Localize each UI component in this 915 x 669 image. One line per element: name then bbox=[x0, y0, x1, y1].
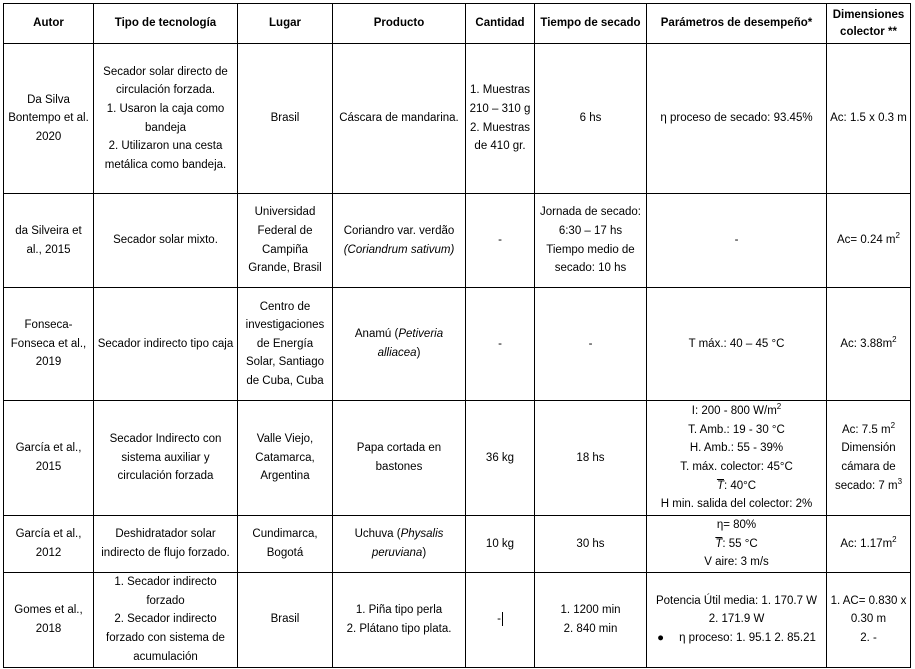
cell-dimensiones bbox=[827, 516, 911, 573]
cell-tiempo: 30 hs bbox=[535, 516, 647, 573]
cell-autor: Gomes et al., 2018 bbox=[4, 572, 94, 667]
dim-text: Ac: 1.17m bbox=[840, 537, 893, 550]
cell-dimensiones: Ac: 1.5 x 0.3 m bbox=[827, 44, 911, 194]
cell-tiempo bbox=[535, 572, 647, 667]
cell-autor: García et al., 2015 bbox=[4, 401, 94, 516]
cantidad-dash: - bbox=[497, 613, 501, 626]
cell-tipo bbox=[94, 572, 238, 667]
param-irradiance bbox=[650, 402, 823, 421]
cell-producto bbox=[333, 572, 466, 667]
cell-tipo: Secador indirecto tipo caja bbox=[94, 288, 238, 401]
cell-producto bbox=[333, 194, 466, 288]
cell-parametros bbox=[647, 516, 827, 573]
header-parametros: Parámetros de desempeño* bbox=[647, 4, 827, 44]
dim-text: Ac: 3.88m bbox=[840, 337, 893, 350]
dim-ac bbox=[830, 421, 907, 440]
cell-line: Secador solar directo de circulación forzada. bbox=[103, 65, 228, 97]
param-proceso bbox=[650, 629, 823, 648]
drying-technologies-table bbox=[3, 3, 911, 668]
param-irradiance-text: I: 200 - 800 W/m bbox=[691, 405, 777, 418]
cell-tiempo: 6 hs bbox=[535, 44, 647, 194]
producto-text: Coriandro var. verdão bbox=[343, 224, 455, 237]
cell-lugar: Brasil bbox=[238, 44, 333, 194]
param-line: T. máx. colector: 45°C bbox=[680, 461, 793, 473]
dim-camara-sup: 3 bbox=[897, 476, 903, 486]
cell-cantidad bbox=[466, 44, 535, 194]
mean-temp-value: : 40°C bbox=[723, 479, 757, 492]
param-mean-temp bbox=[650, 535, 823, 554]
cell-dimensiones bbox=[827, 401, 911, 516]
header-cantidad: Cantidad bbox=[466, 4, 535, 44]
cell-autor: Da Silva Bontempo et al. 2020 bbox=[4, 44, 94, 194]
cell-producto bbox=[333, 288, 466, 401]
cell-cantidad: 10 kg bbox=[466, 516, 535, 573]
header-dimensiones: Dimensiones colector ** bbox=[827, 4, 911, 44]
cell-autor: Fonseca-Fonseca et al., 2019 bbox=[4, 288, 94, 401]
bullet-icon: ● bbox=[657, 632, 665, 645]
header-lugar: Lugar bbox=[238, 4, 333, 44]
cell-line: 1. Muestras 210 – 310 g bbox=[469, 84, 531, 115]
cell-producto bbox=[333, 516, 466, 573]
cell-cantidad: 36 kg bbox=[466, 401, 535, 516]
cell-parametros bbox=[647, 401, 827, 516]
producto-close: ) bbox=[422, 546, 427, 559]
cell-dimensiones bbox=[827, 194, 911, 288]
cell-lugar: Brasil bbox=[238, 572, 333, 667]
cell-line: 1. Secador indirecto forzado bbox=[114, 576, 217, 607]
text-cursor bbox=[502, 612, 503, 626]
table-row bbox=[4, 516, 911, 573]
mean-temp-symbol: $\overline{T}$ bbox=[716, 479, 724, 492]
cell-dimensiones bbox=[827, 288, 911, 401]
cell-tipo: Secador Indirecto con sistema auxiliar y circulación forzada bbox=[94, 401, 238, 516]
producto-text: Uchuva ( bbox=[354, 528, 401, 541]
cell-lugar: Valle Viejo, Catamarca, Argentina bbox=[238, 401, 333, 516]
table-row bbox=[4, 401, 911, 516]
mean-temp-symbol: $\overline{T}$ bbox=[715, 537, 723, 550]
header-tiempo: Tiempo de secado bbox=[535, 4, 647, 44]
dim-superscript: 2 bbox=[892, 534, 897, 544]
cell-parametros: η proceso de secado: 93.45% bbox=[647, 44, 827, 194]
header-autor: Autor bbox=[4, 4, 94, 44]
cell-line: 2. Plátano tipo plata. bbox=[346, 622, 452, 635]
producto-scientific-name: Physalis peruviana bbox=[371, 528, 444, 559]
cell-tiempo: 18 hs bbox=[535, 401, 647, 516]
cell-autor: García et al., 2012 bbox=[4, 516, 94, 573]
dim-camara bbox=[830, 439, 907, 495]
dim-camara-text: Dimensión cámara de secado: 7 m bbox=[834, 442, 898, 492]
dim-text: Ac= 0.24 m bbox=[837, 234, 896, 247]
header-row bbox=[4, 4, 911, 44]
cell-line: 2. Muestras de 410 gr. bbox=[469, 121, 531, 153]
dim-ac-text: Ac: 7.5 m bbox=[841, 423, 891, 436]
cell-line: 2. Utilizaron una cesta metálica como bandeja. bbox=[104, 140, 227, 171]
cell-tipo bbox=[94, 44, 238, 194]
cell-producto: Papa cortada en bastones bbox=[333, 401, 466, 516]
table-row bbox=[4, 44, 911, 194]
cell-cantidad: - bbox=[466, 288, 535, 401]
dim-superscript: 2 bbox=[895, 231, 900, 241]
cell-line: 1. 1200 min bbox=[560, 604, 621, 617]
param-air-speed: V aire: 3 m/s bbox=[704, 556, 769, 569]
cell-tipo: Secador solar mixto. bbox=[94, 194, 238, 288]
dim-ac-sup: 2 bbox=[890, 420, 896, 430]
param-line: H. Amb.: 55 - 39% bbox=[689, 442, 784, 455]
cell-tipo: Deshidratador solar indirecto de flujo forzado. bbox=[94, 516, 238, 573]
producto-close: ) bbox=[416, 347, 421, 359]
table-row bbox=[4, 194, 911, 288]
cell-producto: Cáscara de mandarina. bbox=[333, 44, 466, 194]
param-line: T. Amb.: 19 - 30 °C bbox=[688, 423, 785, 436]
cell-lugar: Cundimarca, Bogotá bbox=[238, 516, 333, 573]
param-line: H min. salida del colector: 2% bbox=[660, 498, 813, 511]
param-potencia-2: 2. 171.9 W bbox=[708, 613, 765, 626]
param-irradiance-sup: 2 bbox=[776, 402, 782, 412]
cell-autor: da Silveira et al., 2015 bbox=[4, 194, 94, 288]
cell-lugar: Universidad Federal de Campiña Grande, Brasil bbox=[238, 194, 333, 288]
cell-lugar: Centro de investigaciones de Energía Solar, Santiago de Cuba, Cuba bbox=[238, 288, 333, 401]
cell-cantidad: - bbox=[466, 194, 535, 288]
cell-line: 2. - bbox=[860, 632, 877, 645]
param-efficiency: η= 80% bbox=[716, 519, 757, 531]
cell-parametros: - bbox=[647, 194, 827, 288]
cell-parametros bbox=[647, 572, 827, 667]
cell-line: Tiempo medio de secado: 10 hs bbox=[546, 243, 635, 275]
cell-cantidad bbox=[466, 572, 535, 667]
cell-line: 1. AC= 0.830 x 0.30 m bbox=[830, 594, 907, 626]
cell-line: 1. Piña tipo perla bbox=[355, 604, 443, 617]
param-potencia: Potencia Útil media: 1. 170.7 W bbox=[655, 594, 818, 607]
param-mean-temp bbox=[650, 477, 823, 496]
header-producto: Producto bbox=[333, 4, 466, 44]
cell-dimensiones bbox=[827, 572, 911, 667]
dim-superscript: 2 bbox=[892, 334, 897, 344]
mean-temp-value: : 55 °C bbox=[722, 537, 758, 550]
header-tipo: Tipo de tecnología bbox=[94, 4, 238, 44]
cell-line: 2. 840 min bbox=[563, 622, 618, 635]
cell-line: 1. Usaron la caja como bandeja bbox=[106, 102, 225, 134]
cell-line: 2. Secador indirecto forzado con sistema de acumulación bbox=[106, 613, 225, 663]
producto-text: Anamú ( bbox=[354, 328, 399, 341]
cell-parametros: T máx.: 40 – 45 °C bbox=[647, 288, 827, 401]
cell-tiempo: - bbox=[535, 288, 647, 401]
table-row bbox=[4, 572, 911, 667]
param-proceso-text: η proceso: 1. 95.1 2. 85.21 bbox=[679, 632, 816, 645]
cell-tiempo bbox=[535, 194, 647, 288]
cell-line: Jornada de secado: 6:30 – 17 hs bbox=[539, 206, 642, 237]
producto-scientific-name: (Coriandrum sativum) bbox=[343, 243, 455, 256]
producto-scientific-name: Petiveria alliacea bbox=[377, 328, 444, 359]
table-row bbox=[4, 288, 911, 401]
